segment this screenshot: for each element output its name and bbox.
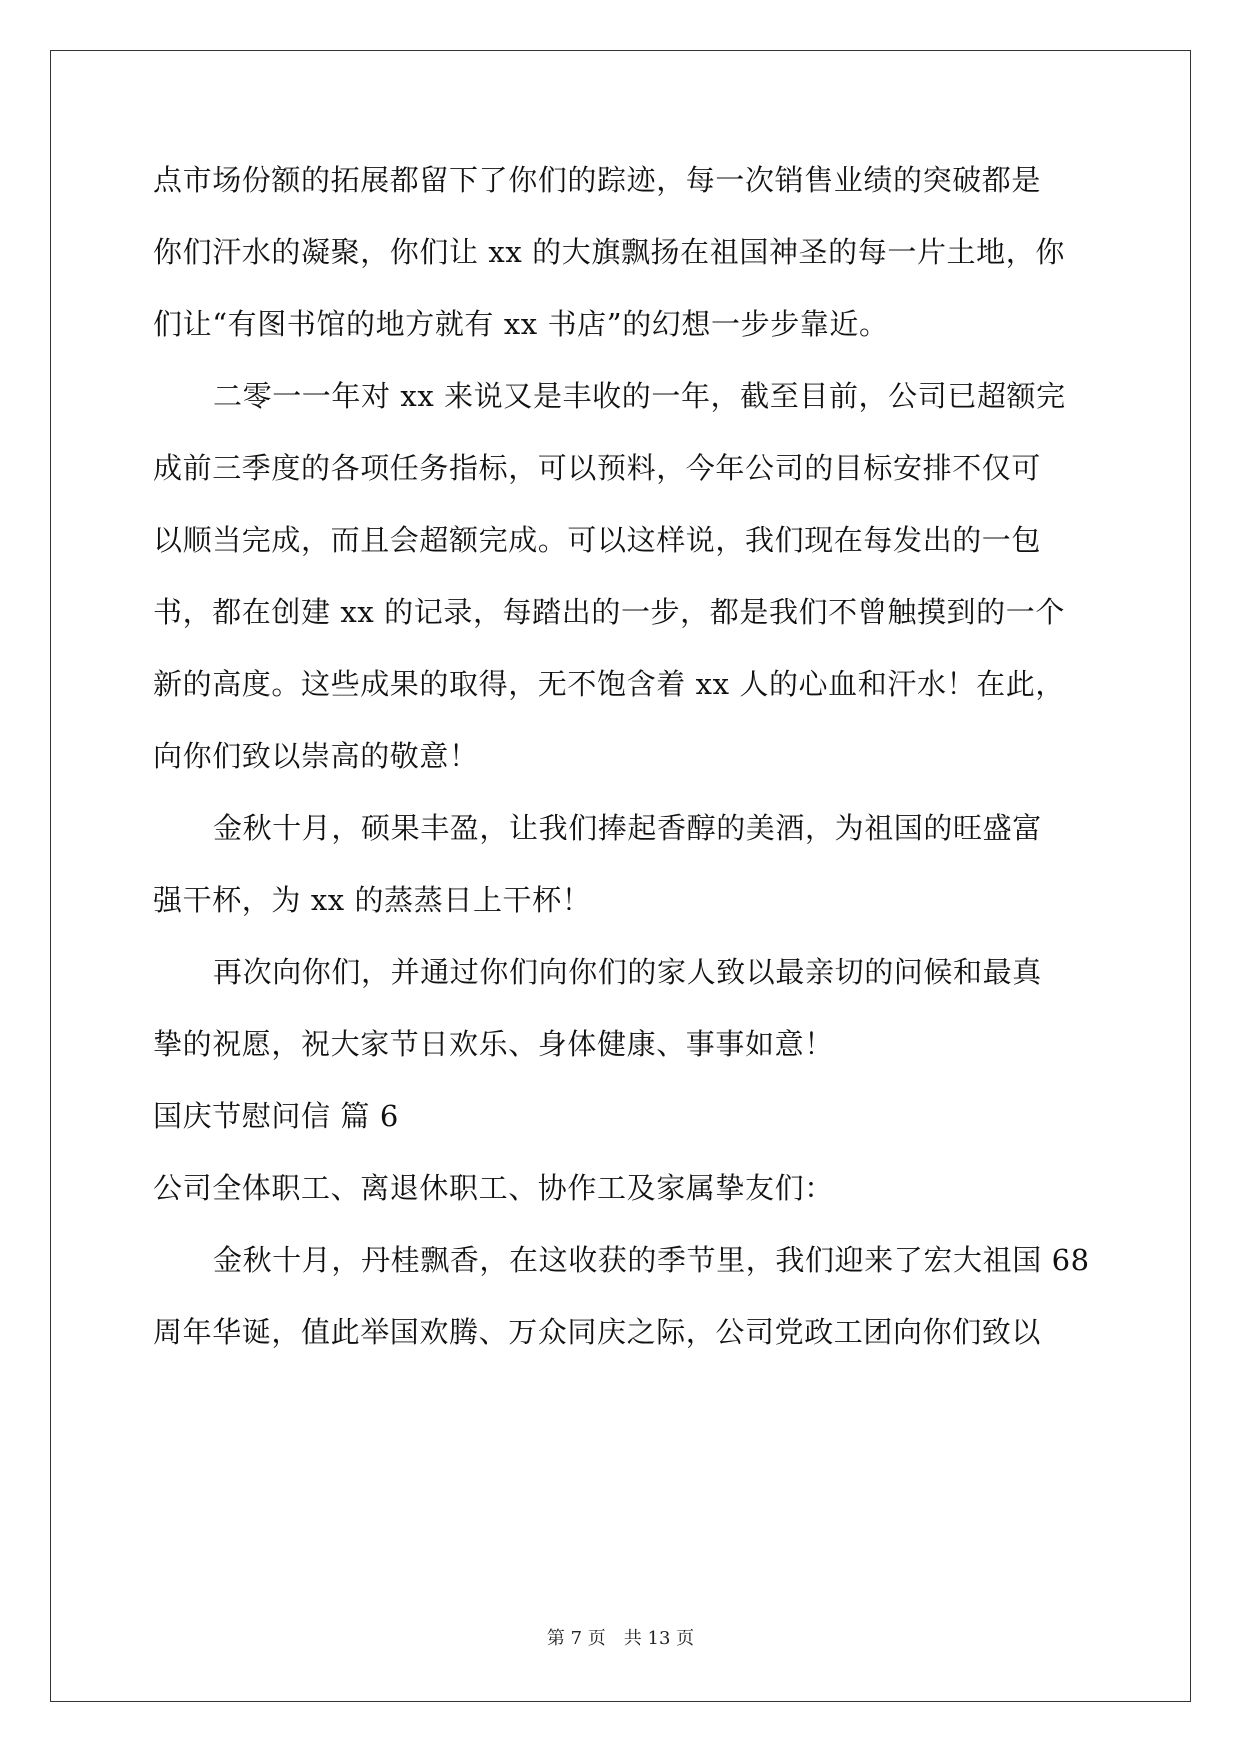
text-line: 向你们致以崇高的敬意！: [153, 739, 479, 773]
salutation: 公司全体职工、离退休职工、协作工及家属挚友们：: [153, 1171, 834, 1205]
text-line: 你们汗水的凝聚，你们让 xx 的大旗飘扬在祖国神圣的每一片土地，你: [153, 235, 1065, 269]
text-line: 点市场份额的拓展都留下了你们的踪迹，每一次销售业绩的突破都是: [153, 163, 1042, 197]
section-heading: 国庆节慰问信 篇 6: [153, 1099, 399, 1133]
text-line: 成前三季度的各项任务指标，可以预料，今年公司的目标安排不仅可: [153, 451, 1042, 485]
text-line: 强干杯，为 xx 的蒸蒸日上干杯！: [153, 883, 592, 917]
text-line: 周年华诞，值此举国欢腾、万众同庆之际，公司党政工团向你们致以: [153, 1315, 1042, 1349]
paragraph-start: 金秋十月，硕果丰盈，让我们捧起香醇的美酒，为祖国的旺盛富: [213, 811, 1042, 845]
text-line: 们让“有图书馆的地方就有 xx 书店”的幻想一步步靠近。: [153, 307, 889, 341]
text-line: 新的高度。这些成果的取得，无不饱含着 xx 人的心血和汗水！在此，: [153, 667, 1065, 701]
page-number-footer: 第 7 页 共 13 页: [546, 1628, 695, 1649]
page-border: [50, 50, 1191, 1702]
paragraph-start: 再次向你们，并通过你们向你们的家人致以最亲切的问候和最真: [213, 955, 1042, 989]
text-line: 书，都在创建 xx 的记录，每踏出的一步，都是我们不曾触摸到的一个: [153, 595, 1065, 629]
text-line: 以顺当完成，而且会超额完成。可以这样说，我们现在每发出的一包: [153, 523, 1042, 557]
text-line: 挚的祝愿，祝大家节日欢乐、身体健康、事事如意！: [153, 1027, 834, 1061]
paragraph-start: 金秋十月，丹桂飘香，在这收获的季节里，我们迎来了宏大祖国 68: [213, 1243, 1090, 1277]
paragraph-start: 二零一一年对 xx 来说又是丰收的一年，截至目前，公司已超额完: [213, 379, 1066, 413]
